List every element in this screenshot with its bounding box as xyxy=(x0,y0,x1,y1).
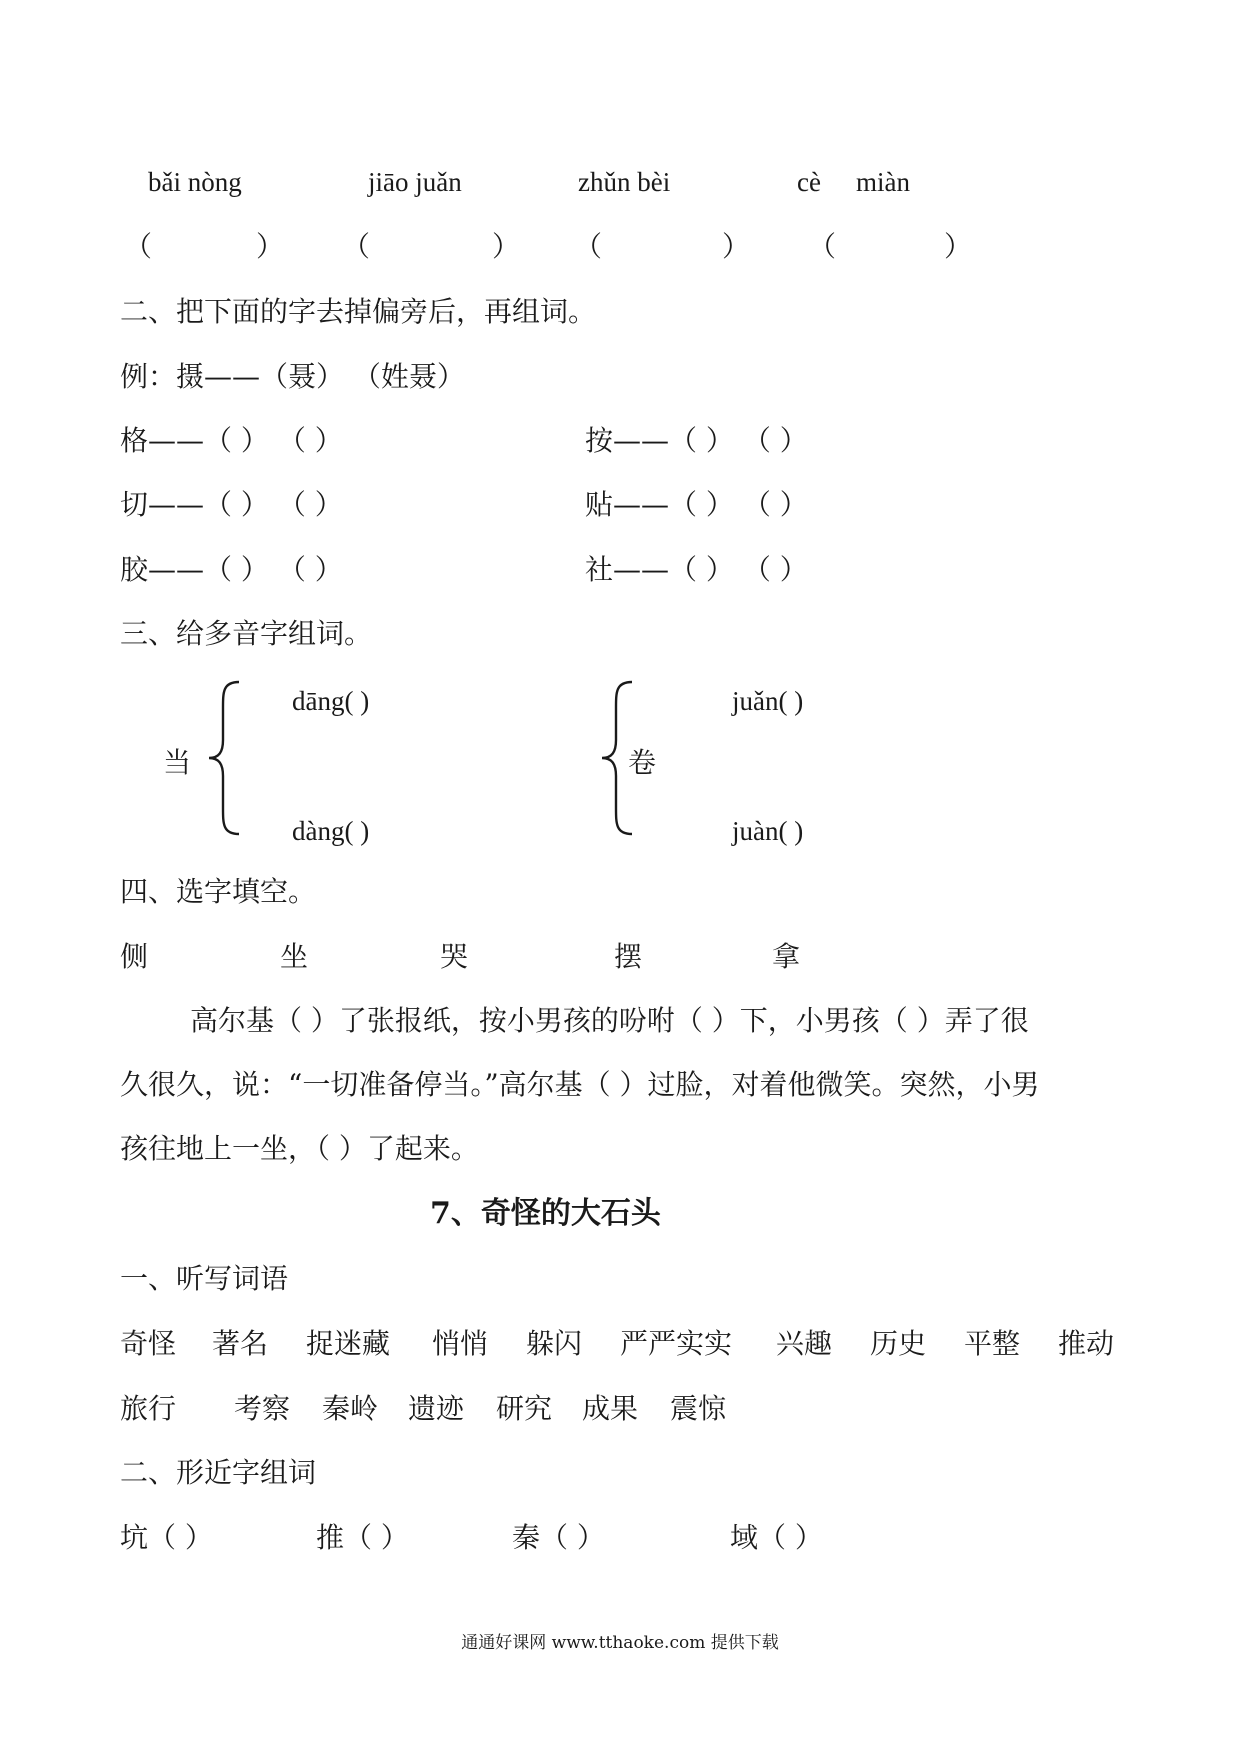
polyphone-right-top: juǎn( ) xyxy=(732,686,804,716)
radical-item-2 xyxy=(585,424,808,458)
answer-paren-close-4: ） xyxy=(944,230,973,263)
pinyin-1: bǎi nòng xyxy=(148,167,242,197)
radical-char: 按 xyxy=(585,424,614,457)
similar-blank: （ ） xyxy=(540,1521,605,1554)
section-2-example: 例：摄——（聂） （姓聂） xyxy=(120,360,465,393)
pinyin-4b: miàn xyxy=(856,167,910,197)
radical-blanks: ——（ ） （ ） xyxy=(148,488,343,521)
dictation-word: 悄悄 xyxy=(432,1327,489,1360)
paragraph-line-2: 久很久，说：“一切准备停当。”高尔基（ ）过脸，对着他微笑。突然，小男 xyxy=(120,1068,1040,1101)
similar-char-item-4 xyxy=(730,1521,823,1555)
pinyin-4a: cè xyxy=(797,167,821,197)
section-3-heading: 三、给多音字组词。 xyxy=(120,617,373,650)
dictation-word: 捉迷藏 xyxy=(306,1327,391,1360)
dictation-word: 平整 xyxy=(964,1327,1021,1360)
choice-char-2: 坐 xyxy=(280,940,309,973)
radical-item-3 xyxy=(120,488,343,522)
left-brace-icon xyxy=(205,678,245,838)
similar-char-item-3 xyxy=(512,1521,605,1555)
lesson-section-2-heading: 二、形近字组词 xyxy=(120,1456,317,1489)
radical-blanks: ——（ ） （ ） xyxy=(148,424,343,457)
section-2-heading: 二、把下面的字去掉偏旁后，再组词。 xyxy=(120,295,597,328)
answer-paren-close-1: ） xyxy=(256,230,285,263)
dictation-word: 成果 xyxy=(582,1392,639,1425)
radical-char: 社 xyxy=(585,553,614,586)
page-footer: 通通好课网 www.tthaoke.com 提供下载 xyxy=(461,1633,779,1653)
choice-char-4: 摆 xyxy=(614,940,643,973)
similar-blank: （ ） xyxy=(344,1521,409,1554)
similar-char: 坑 xyxy=(120,1521,149,1554)
paragraph-line-3: 孩往地上一坐，（ ）了起来。 xyxy=(120,1132,479,1165)
dictation-word: 考察 xyxy=(234,1392,291,1425)
paragraph-line-1: 高尔基（ ）了张报纸，按小男孩的吩咐（ ）下，小男孩（ ）弄了很 xyxy=(190,1004,1029,1037)
polyphone-left-bottom: dàng( ) xyxy=(292,816,370,846)
radical-blanks: ——（ ） （ ） xyxy=(613,424,808,457)
similar-char: 秦 xyxy=(512,1521,541,1554)
dictation-word: 秦岭 xyxy=(322,1392,379,1425)
pinyin-2: jiāo juǎn xyxy=(368,167,462,197)
dictation-word: 震惊 xyxy=(670,1392,727,1425)
answer-paren-open-4: （ xyxy=(808,230,837,263)
dictation-word: 遗迹 xyxy=(408,1392,465,1425)
similar-char: 域 xyxy=(730,1521,759,1554)
lesson-title: 7、奇怪的大石头 xyxy=(430,1196,661,1231)
similar-blank: （ ） xyxy=(148,1521,213,1554)
pinyin-3: zhǔn bèi xyxy=(578,167,671,197)
similar-char: 推 xyxy=(316,1521,345,1554)
dictation-word: 兴趣 xyxy=(776,1327,833,1360)
dictation-word: 躲闪 xyxy=(526,1327,583,1360)
radical-char: 贴 xyxy=(585,488,614,521)
similar-blank: （ ） xyxy=(758,1521,823,1554)
section-4-heading: 四、选字填空。 xyxy=(120,875,317,908)
radical-blanks: ——（ ） （ ） xyxy=(613,553,808,586)
answer-paren-open-2: （ xyxy=(342,230,371,263)
radical-blanks: ——（ ） （ ） xyxy=(613,488,808,521)
radical-char: 胶 xyxy=(120,553,149,586)
dictation-word: 旅行 xyxy=(120,1392,177,1425)
similar-char-item-1 xyxy=(120,1521,213,1555)
dictation-word: 历史 xyxy=(870,1327,927,1360)
polyphone-right-bottom: juàn( ) xyxy=(732,816,804,846)
radical-item-4 xyxy=(585,488,808,522)
radical-item-6 xyxy=(585,553,808,587)
polyphone-char-left: 当 xyxy=(163,746,192,779)
polyphone-char-right: 卷 xyxy=(628,746,657,779)
choice-char-1: 侧 xyxy=(120,940,149,973)
dictation-word: 著名 xyxy=(212,1327,269,1360)
dictation-word: 严严实实 xyxy=(620,1327,733,1360)
similar-char-item-2 xyxy=(316,1521,409,1555)
answer-paren-close-3: ） xyxy=(722,230,751,263)
lesson-section-1-heading: 一、听写词语 xyxy=(120,1262,289,1295)
radical-item-1 xyxy=(120,424,343,458)
radical-blanks: ——（ ） （ ） xyxy=(148,553,343,586)
answer-paren-close-2: ） xyxy=(492,230,521,263)
choice-char-3: 哭 xyxy=(440,940,469,973)
polyphone-left-top: dāng( ) xyxy=(292,686,370,716)
radical-char: 切 xyxy=(120,488,149,521)
answer-paren-open-3: （ xyxy=(574,230,603,263)
dictation-word: 推动 xyxy=(1058,1327,1115,1360)
choice-char-5: 拿 xyxy=(772,940,801,973)
dictation-word: 奇怪 xyxy=(120,1327,177,1360)
answer-paren-open-1: （ xyxy=(124,230,153,263)
radical-char: 格 xyxy=(120,424,149,457)
dictation-word: 研究 xyxy=(496,1392,553,1425)
radical-item-5 xyxy=(120,553,343,587)
